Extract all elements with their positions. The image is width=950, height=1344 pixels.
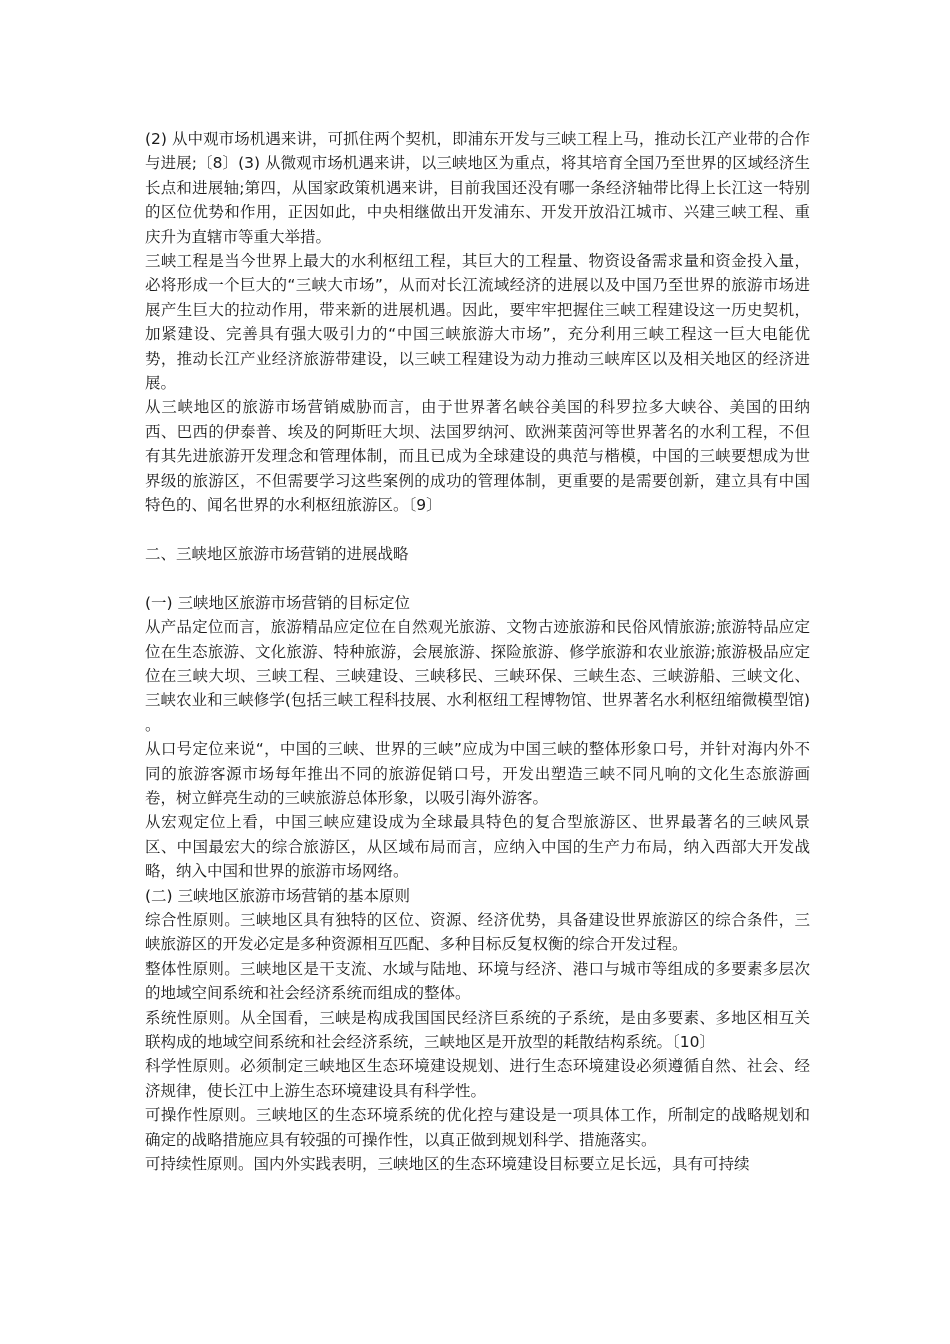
blank-line <box>145 566 810 590</box>
paragraph-product-positioning: 从产品定位而言，旅游精品应定位在自然观光旅游、文物古迹旅游和民俗风情旅游;旅游特品应定位在生态旅游、文化旅游、特种旅游，会展旅游、探险旅游、修学旅游和农业旅游;旅游极品应定位在三峡大坝、三峡工程、三峡建设、三峡移民、三峡环保、三峡生态、三峡游船、三峡文化、三峡农业和三峡修学(包括三峡工程科技展、水利枢纽工程博物馆、世界著名水利枢纽缩微模型馆) 。 <box>145 618 810 734</box>
blank-line <box>145 518 810 542</box>
paragraph-scientific-principle: 科学性原则。必须制定三峡地区生态环境建设规划、进行生态环境建设必须遵循自然、社会、经济规律，使长江中上游生态环境建设具有科学性。 <box>145 1057 810 1100</box>
document-page <box>145 127 810 1176</box>
paragraph-macro-positioning: 从宏观定位上看，中国三峡应建设成为全球最具特色的复合型旅游区、世界最著名的三峡风景区、中国最宏大的综合旅游区，从区域布局而言，应纳入中国的生产力布局，纳入西部大开发战略，纳入中国和世界的旅游市场网络。 <box>145 813 810 881</box>
subsection-title-principles: (二) 三峡地区旅游市场营销的基本原则 <box>145 886 411 905</box>
paragraph-operability-principle: 可操作性原则。三峡地区的生态环境系统的优化控与建设是一项具体工作，所制定的战略规划和确定的战略措施应具有较强的可操作性，以真正做到规划科学、措施落实。 <box>145 1106 810 1149</box>
paragraph-sustainability-principle: 可持续性原则。国内外实践表明，三峡地区的生态环境建设目标要立足长远，具有可持续 <box>145 1155 750 1174</box>
paragraph-three-gorges-project: 三峡工程是当今世界上最大的水利枢纽工程，其巨大的工程量、物资设备需求量和资金投入量，必将形成一个巨大的“三峡大市场”，从而对长江流域经济的进展以及中国乃至世界的旅游市场进展产生巨大的拉动作用，带来新的进展机遇。因此，要牢牢把握住三峡工程建设这一历史契机，加紧建设、完善具有强大吸引力的“中国三峡旅游大市场”，充分利用三峡工程这一巨大电能优势，推动长江产业经济旅游带建设，以三峡工程建设为动力推动三峡库区以及相关地区的经济进展。 <box>145 252 810 393</box>
subsection-title-positioning: (一) 三峡地区旅游市场营销的目标定位 <box>145 593 411 612</box>
paragraph-market-opportunities: (2) 从中观市场机遇来讲，可抓住两个契机，即浦东开发与三峡工程上马，推动长江产业带的合作与进展;〔8〕(3) 从微观市场机遇来讲，以三峡地区为重点，将其培育全国乃至世界的区域经济生长点和进展轴;第四，从国家政策机遇来讲，目前我国还没有哪一条经济轴带比得上长江这一特别的区位优势和作用，正因如此，中央相继做出开发浦东、开发开放沿江城市、兴建三峡工程、重庆升为直辖市等重大举措。 <box>145 130 810 246</box>
section-title: 二、三峡地区旅游市场营销的进展战略 <box>145 544 409 563</box>
paragraph-slogan-positioning: 从口号定位来说“，中国的三峡、世界的三峡”应成为中国三峡的整体形象口号，并针对海内外不同的旅游客源市场每年推出不同的旅游促销口号，开发出塑造三峡不同凡响的文化生态旅游画卷，树立鲜亮生动的三峡旅游总体形象，以吸引海外游客。 <box>145 740 810 807</box>
paragraph-market-threats: 从三峡地区的旅游市场营销威胁而言，由于世界著名峡谷美国的科罗拉多大峡谷、美国的田纳西、巴西的伊泰普、埃及的阿斯旺大坝、法国罗纳河、欧洲莱茵河等世界著名的水利工程，不但有其先进旅游开发理念和管理体制，而且已成为全球建设的典范与楷模，中国的三峡要想成为世界级的旅游区，不但需要学习这些案例的成功的管理体制，更重要的是需要创新，建立具有中国特色的、闻名世界的水利枢纽旅游区。〔9〕 <box>145 398 810 515</box>
paragraph-integrity-principle: 整体性原则。三峡地区是干支流、水域与陆地、环境与经济、港口与城市等组成的多要素多层次的地域空间系统和社会经济系统而组成的整体。 <box>145 959 810 1003</box>
paragraph-systematic-principle: 系统性原则。从全国看，三峡是构成我国国民经济巨系统的子系统，是由多要素、多地区相互关联构成的地域空间系统和社会经济系统，三峡地区是开放型的耗散结构系统。〔10〕 <box>145 1008 810 1051</box>
paragraph-comprehensive-principle: 综合性原则。三峡地区具有独特的区位、资源、经济优势，具备建设世界旅游区的综合条件，三峡旅游区的开发必定是多种资源相互匹配、多种目标反复权衡的综合开发过程。 <box>145 910 810 954</box>
